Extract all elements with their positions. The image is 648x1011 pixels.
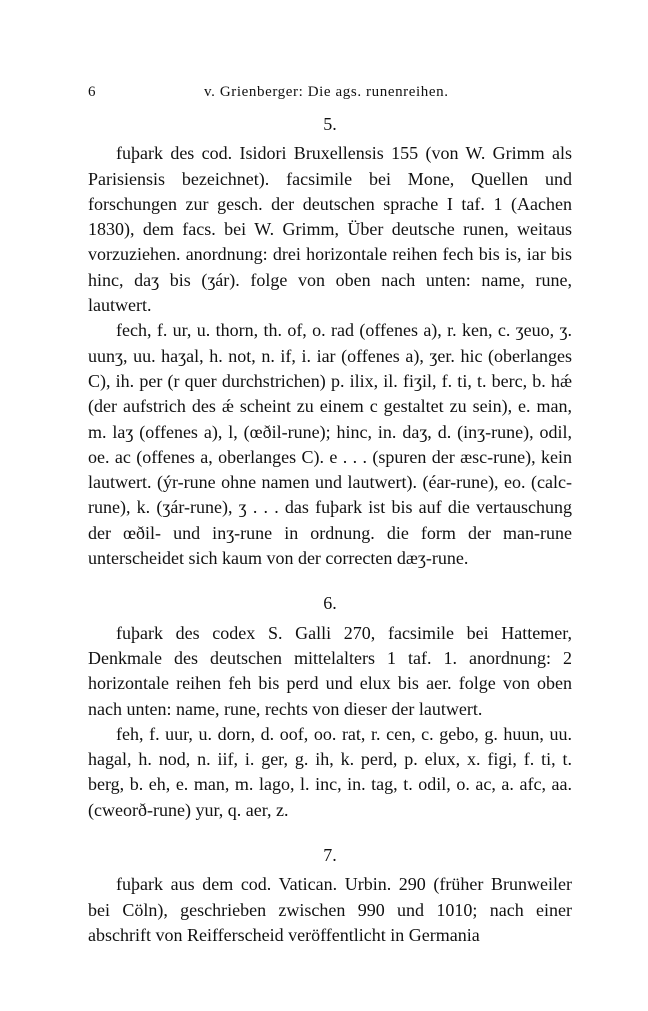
running-title: v. Grienberger: Die ags. runenreihen. [204, 84, 449, 100]
rune-list-paragraph: fech, f. ur, u. thorn, th. of, o. rad (offenes a), r. ken, c. ʒeuo, ʒ. uunʒ, uu. haʒal, h. not, n. if, i. iar (offenes a), ʒer. hic (oberlanges C), ih. per (r quer durchstrichen) p. ilix, il. fiʒil, f. ti, t. berc, b. hǽ (der aufstrich des ǽ scheint zu einem c gestaltet zu sein), e. man, m. laʒ (offenes a), l, (œðil-rune); hinc, in. daʒ, d. (inʒ-rune), odil, oe. ac (offenes a, oberlanges C). e . . . (spuren der æsc-rune), kein lautwert. (ýr-rune ohne namen und lautwert). (éar-rune), eo. (calc-rune), k. (ʒár-rune), ʒ . . . das fuþark ist bis auf die vertauschung der œðil- und inʒ-rune in ordnung. die form der man-rune unterscheidet sich kaum von der correcten dæʒ-rune. [88, 320, 572, 569]
section-intro-paragraph: fuþark des cod. Isidori Bruxellensis 155 (von W. Grimm als Parisiensis bezeichnet). facsimile bei Mone, Quellen und forschungen zur gesch. der deutschen sprache I taf. 1 (Aachen 1830), dem facs. bei W. Grimm, Über deutsche runen, weitaus vorzuziehen. anordnung: drei horizontale reihen fech bis is, iar bis hinc, daʒ bis (ʒár). folge von oben nach unten: name, rune, lautwert. [88, 143, 572, 316]
section-number: 7. [323, 845, 337, 866]
body-text [88, 112, 572, 948]
section-intro-paragraph: fuþark des codex S. Galli 270, facsimile bei Hattemer, Denkmale des deutschen mittelalters 1 taf. 1. anordnung: 2 horizontale reihen feh bis perd und elux bis aer. folge von oben nach unten: name, rune, rechts von dieser der lautwert. [88, 622, 572, 719]
section-number: 5. [323, 114, 337, 134]
rune-list-paragraph: feh, f. uur, u. dorn, d. oof, oo. rat, r. cen, c. gebo, g. huun, uu. hagal, h. nod, n. iif, i. ger, g. ih, k. perd, p. elux, x. figi, f. ti, t. berg, b. eh, e. man, m. lago, l. inc, in. tag, t. odil, o. ac, a. afc, aa. (cweorð-rune) yur, q. aer, z. [88, 723, 572, 820]
section-intro-paragraph: fuþark aus dem cod. Vatican. Urbin. 290 (früher Brunweiler bei Cöln), geschrieben zwischen 990 und 1010; nach einer abschrift von Reifferscheid veröffentlicht in Germania [88, 874, 572, 945]
page-number: 6 [88, 84, 97, 100]
section-number: 6. [323, 593, 337, 614]
